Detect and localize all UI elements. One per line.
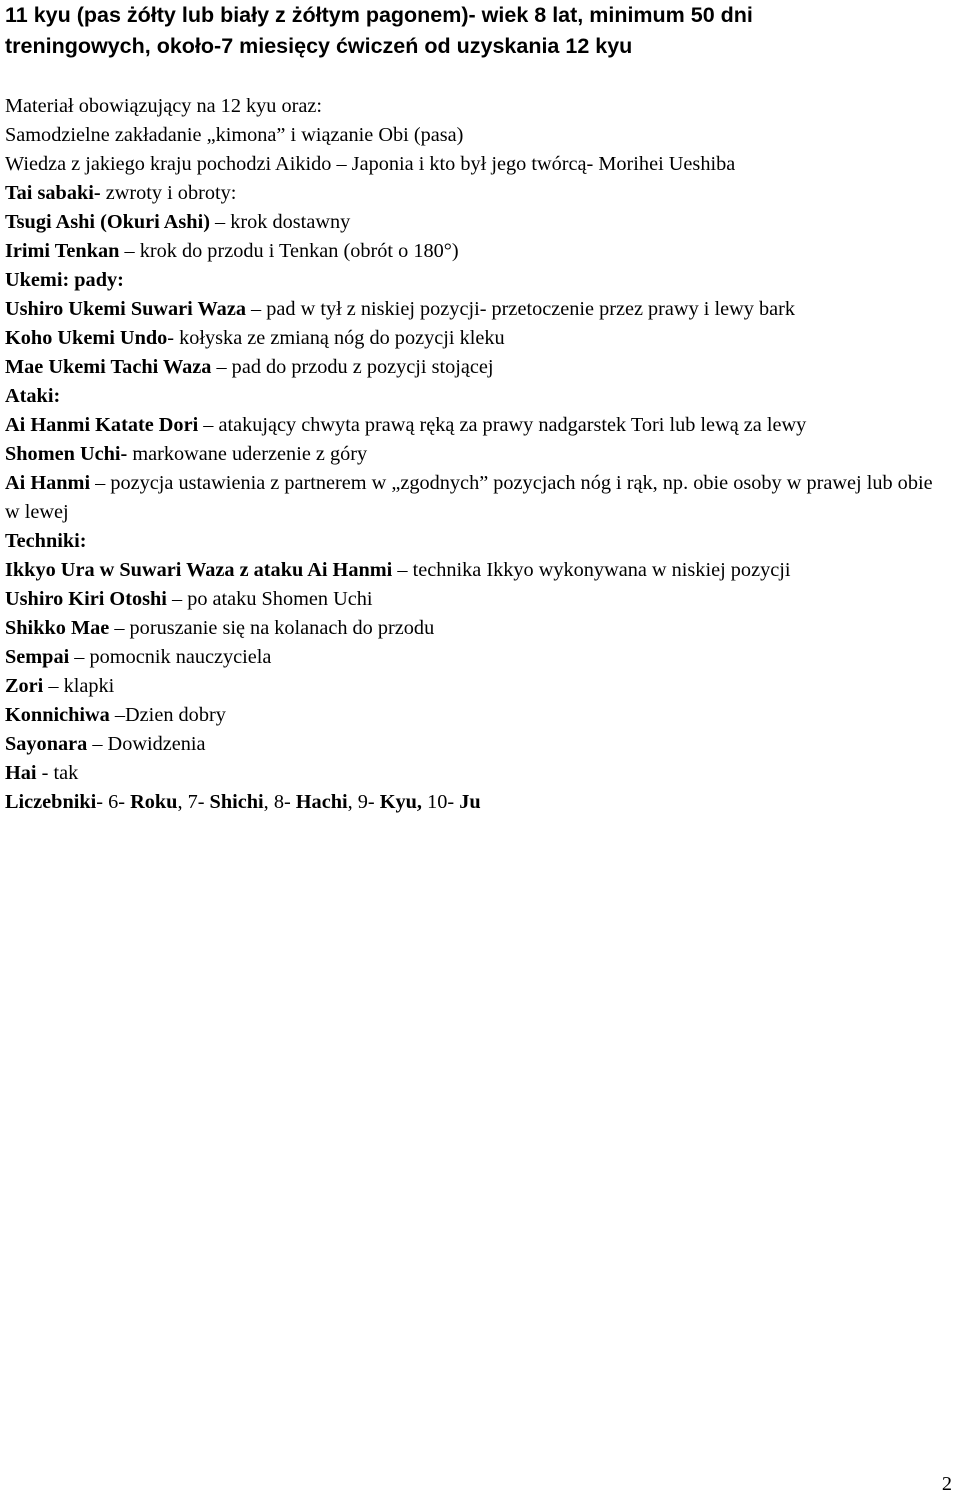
desc-zori: – klapki [43, 675, 115, 697]
term-irimi-tenkan: Irimi Tenkan [5, 240, 120, 262]
koho-ukemi-line [5, 324, 950, 353]
desc-sayonara: – Dowidzenia [87, 733, 206, 755]
term-shichi: Shichi [209, 791, 264, 813]
term-ushiro-kiri-otoshi: Ushiro Kiri Otoshi [5, 588, 167, 610]
tai-sabaki-line [5, 179, 950, 208]
term-ai-hanmi: Ai Hanmi [5, 472, 91, 494]
term-zori: Zori [5, 675, 44, 697]
sempai-line [5, 643, 950, 672]
desc-ikkyo-ura: – technika Ikkyo wykonywana w niskiej pozycji [392, 559, 791, 581]
document-body [5, 92, 950, 817]
desc-mae-ukemi: – pad do przodu z pozycji stojącej [211, 356, 494, 378]
term-kyu: Kyu, [379, 791, 423, 813]
desc-shomen-uchi: markowane uderzenie z góry [127, 443, 368, 465]
ai-hanmi-line [5, 469, 950, 527]
desc-sempai: – pomocnik nauczyciela [69, 646, 272, 668]
desc-ushiro-kiri-otoshi: – po ataku Shomen Uchi [166, 588, 373, 610]
ikkyo-ura-line [5, 556, 950, 585]
ushiro-ukemi-line [5, 295, 950, 324]
liczebniki-line [5, 788, 950, 817]
konnichiwa-line [5, 701, 950, 730]
desc-koho-ukemi: - kołyska ze zmianą nóg do pozycji kleku [167, 327, 505, 349]
term-tsugi-ashi: Tsugi Ashi (Okuri Ashi) [5, 211, 210, 233]
desc-shikko-mae: – poruszanie się na kolanach do przodu [109, 617, 435, 639]
term-ushiro-ukemi: Ushiro Ukemi Suwari Waza [5, 298, 246, 320]
term-sayonara: Sayonara [5, 733, 88, 755]
tsugi-ashi-line [5, 208, 950, 237]
term-koho-ukemi: Koho Ukemi Undo [5, 327, 168, 349]
term-liczebniki: Liczebniki [5, 791, 97, 813]
aikido-origin-line: Wiedza z jakiego kraju pochodzi Aikido – Japonia i kto był jego twórcą- Morihei Ueshiba [5, 153, 736, 175]
katate-dori-line [5, 411, 950, 440]
num-10-prefix: 10- [422, 791, 460, 813]
desc-katate-dori: – atakujący chwyta prawą ręką za prawy nadgarstek Tori lub lewą za lewy [198, 414, 807, 436]
term-ju: Ju [459, 791, 481, 813]
term-sempai: Sempai [5, 646, 70, 668]
document-title [5, 0, 955, 62]
kimono-line: Samodzielne zakładanie „kimona” i wiązanie Obi (pasa) [5, 124, 464, 146]
desc-irimi-tenkan: – krok do przodu i Tenkan (obrót o 180°) [119, 240, 459, 262]
desc-tai-sabaki: zwroty i obroty: [100, 182, 237, 204]
num-6-prefix: - 6- [96, 791, 131, 813]
num-7-prefix: , 7- [177, 791, 210, 813]
desc-ai-hanmi: – pozycja ustawienia z partnerem w „zgodnych” pozycjach nóg i rąk, np. obie osoby w prawej lub obie w lewej [5, 472, 933, 523]
term-tai-sabaki: Tai sabaki- [5, 182, 101, 204]
desc-hai: - tak [36, 762, 79, 784]
sayonara-line [5, 730, 950, 759]
mae-ukemi-line [5, 353, 950, 382]
shomen-uchi-line [5, 440, 950, 469]
ukemi-heading [5, 266, 950, 295]
term-shikko-mae: Shikko Mae [5, 617, 110, 639]
section-techniki: Techniki: [5, 530, 87, 552]
material-intro: Materiał obowiązujący na 12 kyu oraz: [5, 95, 323, 117]
term-hachi: Hachi [295, 791, 348, 813]
term-konnichiwa: Konnichiwa [5, 704, 110, 726]
term-ikkyo-ura: Ikkyo Ura w Suwari Waza z ataku Ai Hanmi [5, 559, 393, 581]
shikko-mae-line [5, 614, 950, 643]
hai-line [5, 759, 950, 788]
page-number: 2 [941, 1473, 952, 1495]
techniki-heading [5, 527, 950, 556]
term-katate-dori: Ai Hanmi Katate Dori [5, 414, 199, 436]
title-line-2: treningowych, około-7 miesięcy ćwiczeń od uzyskania 12 kyu [5, 34, 633, 58]
zori-line [5, 672, 950, 701]
desc-konnichiwa: –Dzien dobry [109, 704, 226, 726]
ushiro-kiri-otoshi-line [5, 585, 950, 614]
num-9-prefix: , 9- [347, 791, 380, 813]
irimi-tenkan-line [5, 237, 950, 266]
section-ukemi: Ukemi: pady: [5, 269, 124, 291]
num-8-prefix: , 8- [263, 791, 296, 813]
term-roku: Roku [130, 791, 178, 813]
term-mae-ukemi: Mae Ukemi Tachi Waza [5, 356, 212, 378]
ataki-heading [5, 382, 950, 411]
term-shomen-uchi: Shomen Uchi- [5, 443, 128, 465]
term-hai: Hai [5, 762, 37, 784]
desc-ushiro-ukemi: – pad w tył z niskiej pozycji- przetoczenie przez prawy i lewy bark [245, 298, 796, 320]
section-ataki: Ataki: [5, 385, 61, 407]
title-line-1: 11 kyu (pas żółty lub biały z żółtym pagonem)- wiek 8 lat, minimum 50 dni [5, 3, 753, 27]
desc-tsugi-ashi: – krok dostawny [209, 211, 351, 233]
